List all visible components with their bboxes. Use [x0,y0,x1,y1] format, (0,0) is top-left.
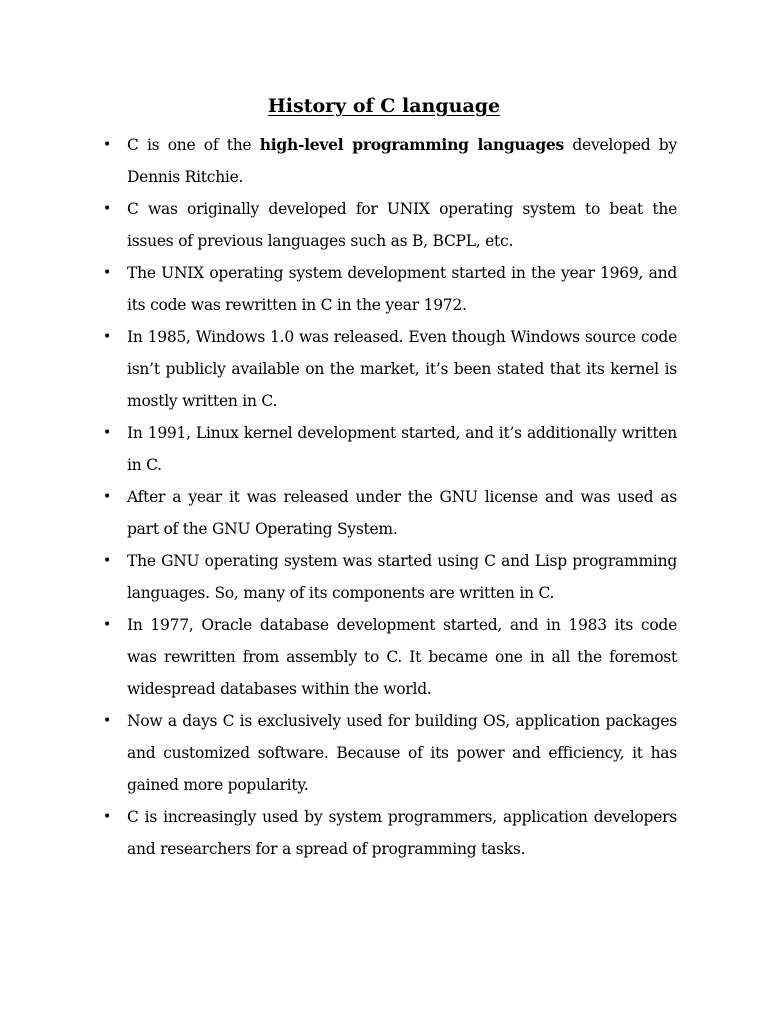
list-item-text: In 1991, Linux kernel development started, and it’s additionally written in C. [127,424,677,474]
bullet-icon: • [103,617,112,633]
list-item [103,193,677,257]
list-item-text: The UNIX operating system development started in the year 1969, and its code was rewritten in C in the year 1972. [127,264,677,314]
list-item-text: In 1977, Oracle database development started, and in 1983 its code was rewritten from assembly to C. It became one in all the foremost widespread databases within the world. [127,616,677,698]
list-item-text: The GNU operating system was started using C and Lisp programming languages. So, many of its components are written in C. [127,552,677,602]
bullet-icon: • [103,137,112,153]
list-item-text: C is one of the [127,136,260,154]
list-item [103,609,677,705]
list-item [103,417,677,481]
list-item [103,545,677,609]
bullet-icon: • [103,329,112,345]
list-item [103,481,677,545]
list-item [103,705,677,801]
list-item-text: C is increasingly used by system programmers, application developers and researchers for a spread of programming tasks. [127,808,677,858]
bullet-icon: • [103,425,112,441]
list-item [103,801,677,865]
bullet-icon: • [103,489,112,505]
list-item-text: After a year it was released under the GNU license and was used as part of the GNU Operating System. [127,488,677,538]
bullet-icon: • [103,713,112,729]
list-item [103,257,677,321]
list-item [103,321,677,417]
history-bullet-list [103,129,677,865]
bullet-icon: • [103,201,112,217]
list-item-text: C was originally developed for UNIX operating system to beat the issues of previous languages such as B, BCPL, etc. [127,200,677,250]
bullet-icon: • [103,265,112,281]
list-item [103,129,677,193]
list-item-text: In 1985, Windows 1.0 was released. Even though Windows source code isn’t publicly available on the market, it’s been stated that its kernel is mostly written in C. [127,328,677,410]
list-item-bold-text: high-level programming languages [259,135,565,154]
list-item-text: Now a days C is exclusively used for building OS, application packages and customized software. Because of its power and efficiency, it has gained more popularity. [127,712,677,794]
bullet-icon: • [103,553,112,569]
list-item-text: developed by Dennis Ritchie. [127,136,677,186]
document-title: History of C language [267,95,501,117]
bullet-icon: • [103,809,112,825]
